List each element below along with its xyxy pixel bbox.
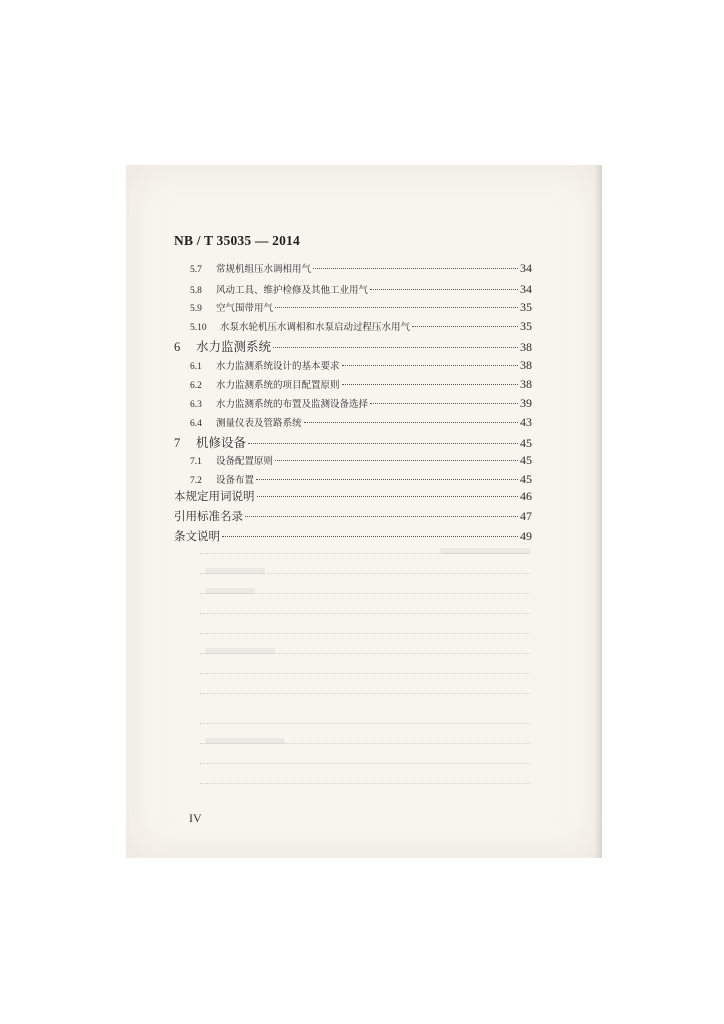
toc-entry-title: 本规定用词说明 (174, 489, 255, 503)
toc-leader-dots (313, 267, 518, 269)
standard-code-header: NB / T 35035 — 2014 (174, 233, 300, 248)
bleed-through-line (200, 762, 530, 764)
bleed-through-line (200, 722, 530, 724)
toc-entry-number: 5.9 (190, 304, 202, 314)
toc-appendix-entry (174, 508, 532, 524)
toc-entry-title: 引用标准名录 (174, 509, 243, 523)
toc-entry-number: 5.8 (190, 286, 202, 296)
toc-entry-page: 45 (520, 453, 532, 467)
toc-entry-title: 水泵水轮机压水调相和水泵启动过程压水用气 (220, 322, 411, 333)
page-number-label: IV (189, 811, 202, 825)
toc-entry-number: 6.1 (190, 362, 202, 372)
toc-entry (190, 319, 532, 334)
toc-entry-page: 39 (520, 396, 532, 410)
toc-entry (190, 396, 532, 411)
toc-entry-page: 46 (520, 489, 532, 503)
bleed-through-text (205, 738, 285, 744)
toc-leader-dots (248, 442, 518, 444)
toc-leader-dots (256, 478, 518, 480)
toc-leader-dots (275, 306, 518, 308)
toc-entry (190, 472, 532, 487)
toc-entry-number: 6.3 (190, 400, 202, 410)
toc-leader-dots (275, 459, 518, 461)
toc-leader-dots (342, 364, 518, 366)
bleed-through-text (205, 648, 275, 654)
toc-entry-number: 5.7 (190, 265, 202, 275)
toc-entry-number: 6.2 (190, 381, 202, 391)
toc-entry-page: 43 (520, 415, 532, 429)
toc-entry-title: 空气围带用气 (216, 303, 274, 314)
toc-entry (190, 261, 532, 276)
toc-chapter-entry (174, 433, 532, 451)
toc-appendix-entry (174, 528, 532, 544)
toc-entry-page: 45 (520, 472, 532, 486)
toc-entry-page: 35 (520, 300, 532, 314)
toc-leader-dots (222, 535, 518, 537)
toc-entry-title: 测量仪表及管路系统 (216, 418, 302, 429)
toc-leader-dots (370, 402, 518, 404)
toc-entry-title: 水力监测系统的布置及监测设备选择 (216, 399, 369, 410)
toc-entry-page: 38 (520, 377, 532, 391)
bleed-through-line (200, 782, 530, 784)
toc-entry-page: 38 (520, 358, 532, 372)
toc-leader-dots (257, 495, 519, 497)
toc-appendix-entry (174, 488, 532, 504)
toc-entry-page: 34 (520, 261, 532, 275)
bleed-through-line (200, 692, 530, 694)
toc-entry (190, 415, 532, 430)
toc-entry-page: 34 (520, 282, 532, 296)
toc-entry-page: 35 (520, 319, 532, 333)
toc-leader-dots (245, 515, 518, 517)
toc-chapter-entry (174, 337, 532, 355)
toc-entry-number: 7.1 (190, 457, 202, 467)
toc-entry-title: 常规机组压水调相用气 (216, 264, 312, 275)
toc-entry-title: 机修设备 (196, 435, 247, 450)
toc-entry-number: 7.2 (190, 476, 202, 486)
toc-entry (190, 282, 532, 297)
toc-entry-title: 条文说明 (174, 529, 220, 543)
toc-entry-number: 6.4 (190, 419, 202, 429)
bleed-through-line (200, 672, 530, 674)
toc-entry-number: 6 (174, 340, 181, 354)
toc-entry-title: 设备布置 (216, 475, 255, 486)
toc-entry (190, 453, 532, 468)
toc-entry (190, 300, 532, 315)
toc-leader-dots (370, 288, 518, 290)
toc-entry-page: 47 (520, 509, 532, 523)
bleed-through-line (200, 632, 530, 634)
bleed-through-text (440, 548, 530, 554)
toc-entry-title: 水力监测系统的项目配置原则 (216, 380, 340, 391)
bleed-through-line (200, 612, 530, 614)
toc-entry-title: 水力监测系统设计的基本要求 (216, 361, 340, 372)
toc-leader-dots (304, 421, 518, 423)
toc-entry-number: 7 (174, 436, 181, 450)
toc-entry (190, 377, 532, 392)
toc-leader-dots (412, 325, 518, 327)
toc-entry-title: 风动工具、维护检修及其他工业用气 (216, 285, 369, 296)
toc-entry (190, 358, 532, 373)
toc-entry-page: 38 (520, 340, 532, 354)
toc-leader-dots (273, 346, 518, 348)
toc-entry-title: 设备配置原则 (216, 456, 274, 467)
bleed-through-text (205, 568, 265, 574)
toc-entry-number: 5.10 (190, 323, 207, 333)
bleed-through-text (205, 588, 255, 594)
toc-entry-page: 45 (520, 436, 532, 450)
toc-entry-page: 49 (520, 529, 532, 543)
toc-entry-title: 水力监测系统 (196, 339, 272, 354)
toc-leader-dots (342, 383, 518, 385)
